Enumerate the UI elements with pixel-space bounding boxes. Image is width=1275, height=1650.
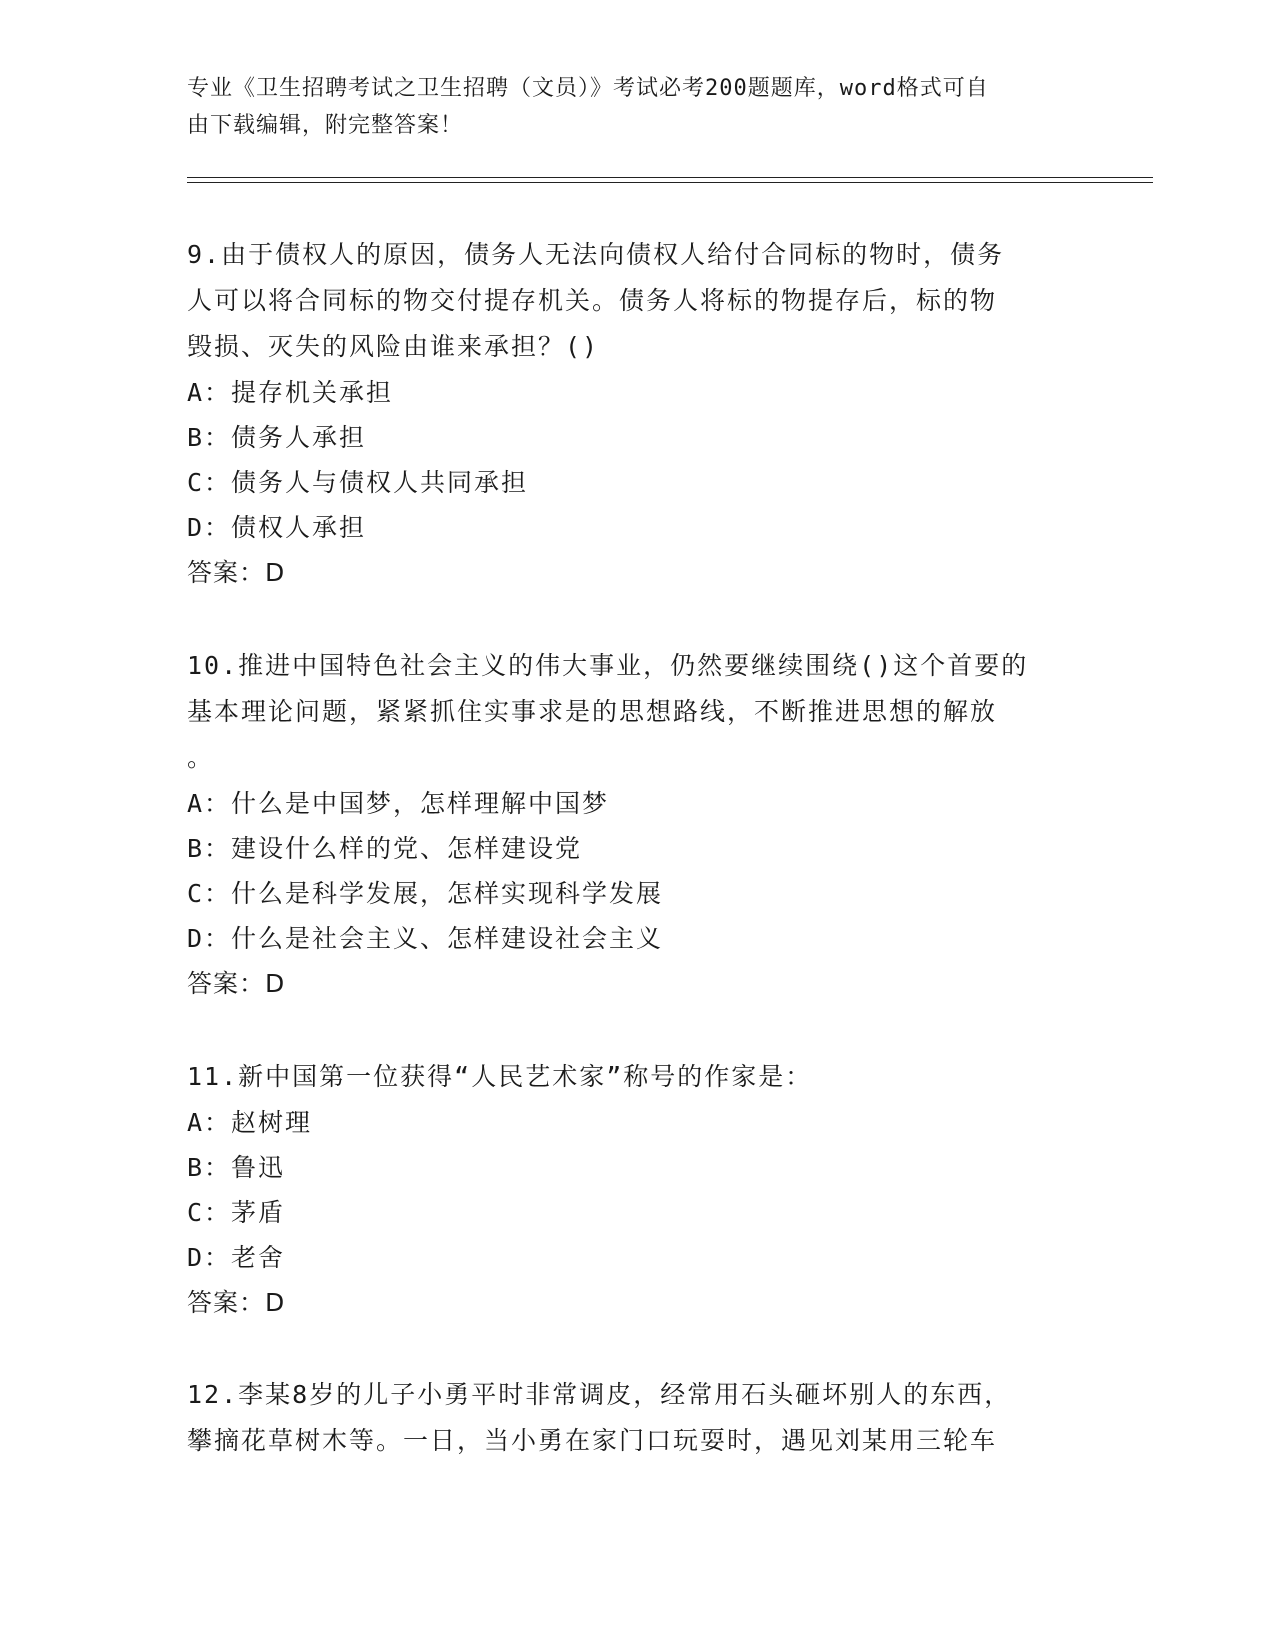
option-a: A：什么是中国梦，怎样理解中国梦 (187, 789, 610, 818)
answer: 答案：D (187, 1288, 286, 1317)
question-stem-line: 人可以将合同标的物交付提存机关。债务人将标的物提存后，标的物 (187, 286, 998, 315)
question-stem-line: 12.李某8岁的儿子小勇平时非常调皮，经常用石头砸坏别人的东西， (187, 1380, 1012, 1409)
document-header (187, 70, 1067, 144)
header-divider-top (187, 177, 1153, 178)
option-d: D：什么是社会主义、怎样建设社会主义 (187, 924, 664, 953)
option-c: C：什么是科学发展，怎样实现科学发展 (187, 879, 664, 908)
header-line-1: 专业《卫生招聘考试之卫生招聘（文员）》考试必考200题题库，word格式可自 (187, 76, 989, 101)
header-divider-bottom (187, 182, 1153, 183)
question-12 (187, 1372, 1087, 1464)
option-d: D：老舍 (187, 1243, 286, 1272)
option-c: C：债务人与债权人共同承担 (187, 468, 529, 497)
question-stem-line: 。 (187, 743, 215, 772)
question-11 (187, 1054, 1087, 1326)
header-line-2: 由下载编辑，附完整答案！ (187, 113, 464, 138)
question-stem-line: 10.推进中国特色社会主义的伟大事业，仍然要继续围绕()这个首要的 (187, 651, 1029, 680)
option-b: B：建设什么样的党、怎样建设党 (187, 834, 583, 863)
question-stem-line: 11.新中国第一位获得“人民艺术家”称号的作家是： (187, 1062, 813, 1091)
option-c: C：茅盾 (187, 1198, 286, 1227)
answer: 答案：D (187, 969, 286, 998)
option-a: A：赵树理 (187, 1108, 313, 1137)
question-10 (187, 643, 1087, 1007)
option-b: B：债务人承担 (187, 423, 367, 452)
option-d: D：债权人承担 (187, 513, 367, 542)
question-9 (187, 232, 1087, 596)
question-stem-line: 9.由于债权人的原因，债务人无法向债权人给付合同标的物时，债务 (187, 240, 1005, 269)
question-stem-line: 毁损、灭失的风险由谁来承担？() (187, 332, 600, 361)
option-a: A：提存机关承担 (187, 378, 394, 407)
question-stem-line: 攀摘花草树木等。一日，当小勇在家门口玩耍时，遇见刘某用三轮车 (187, 1426, 998, 1455)
answer: 答案：D (187, 558, 286, 587)
option-b: B：鲁迅 (187, 1153, 286, 1182)
question-stem-line: 基本理论问题，紧紧抓住实事求是的思想路线，不断推进思想的解放 (187, 697, 998, 726)
